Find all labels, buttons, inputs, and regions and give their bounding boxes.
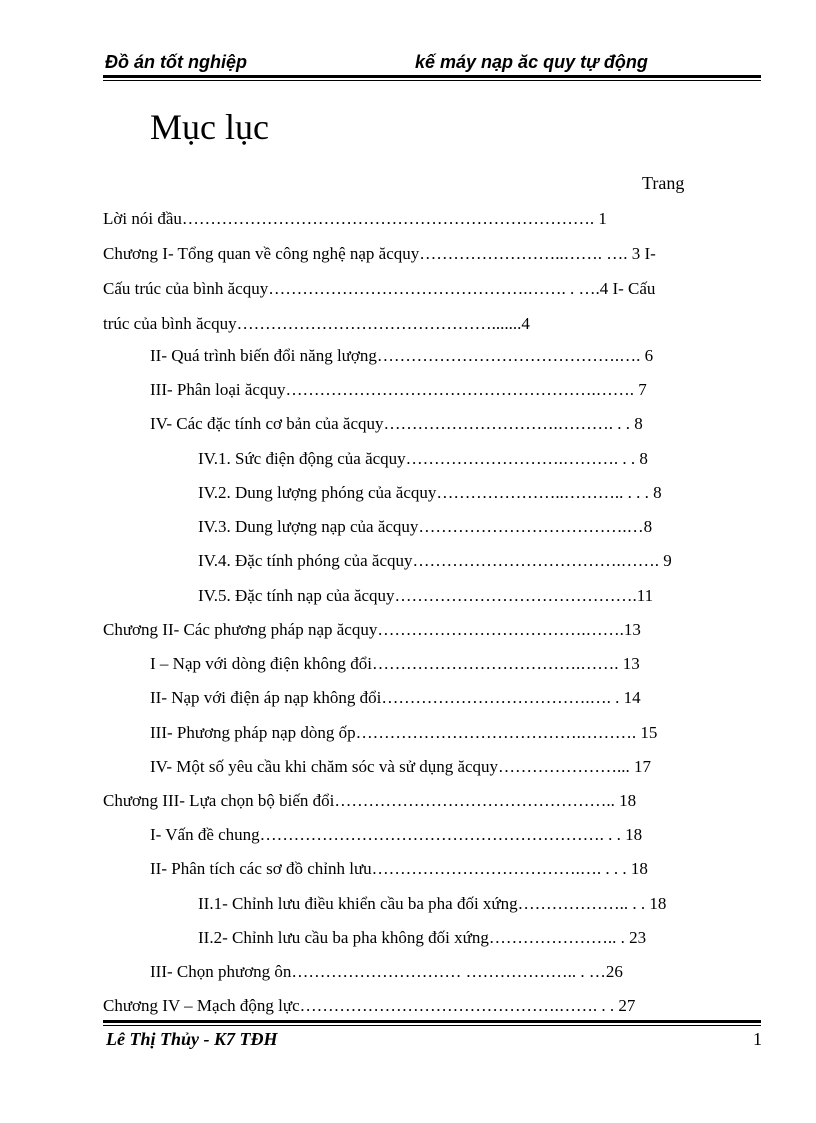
footer-page-number: 1 xyxy=(753,1029,762,1049)
toc-entry: Chương III- Lựa chọn bộ biến đổi………………………………………….. 18 xyxy=(103,791,637,810)
toc-entry: Chương IV – Mạch động lực……………………………………….……. . . 27 xyxy=(103,996,636,1015)
page-title: Mục lục xyxy=(150,107,269,147)
header-rule-thin xyxy=(103,80,761,81)
toc-entry: IV.4. Đặc tính phóng của ăcquy……………………………….……. 9 xyxy=(198,551,672,570)
footer-rule-thick xyxy=(103,1020,761,1023)
toc-entry: II- Nạp với điện áp nạp không đổi……………………………….…. . 14 xyxy=(150,688,641,707)
toc-entry: Chương I- Tổng quan về công nghệ nạp ăcquy……………………..……. …. 3 I- xyxy=(103,244,656,263)
toc-entry: III- Chọn phương ôn………………………… ……………….. . …26 xyxy=(150,962,623,981)
toc-entry: IV.2. Dung lượng phóng của ăcquy…………………..……….. . . . 8 xyxy=(198,483,662,502)
page-column-label: Trang xyxy=(642,173,685,193)
toc-entry: II- Phân tích các sơ đồ chỉnh lưu……………………………….…. . . . 18 xyxy=(150,859,648,878)
toc-entry: IV.3. Dung lượng nạp của ăcquy……………………………….…8 xyxy=(198,517,653,536)
toc-entry: I- Vấn đề chung……………………………………………………. . . 18 xyxy=(150,825,643,844)
toc-entry: III- Phương pháp nạp dòng ốp………………………………….………. 15 xyxy=(150,723,658,742)
page-header xyxy=(103,52,761,74)
toc-entry: Cấu trúc của bình ăcquy……………………………………….……. . ….4 I- Cấu xyxy=(103,279,656,298)
footer-rule-thin xyxy=(103,1025,761,1026)
toc-entry: I – Nạp với dòng điện không đổi……………………………….……. 13 xyxy=(150,654,640,673)
header-right-text: kế máy nạp ăc quy tự động xyxy=(415,52,648,72)
toc-entry: IV.5. Đặc tính nạp của ăcquy…………………………………….11 xyxy=(198,586,654,605)
toc-entry: II- Quá trình biến đổi năng lượng…………………………………….…. 6 xyxy=(150,346,654,365)
toc-entry: trúc của bình ăcquy……………………………………….......4 xyxy=(103,314,530,333)
header-left-text: Đồ án tốt nghiệp xyxy=(105,52,247,72)
toc-entry: IV- Một số yêu cầu khi chăm sóc và sử dụng ăcquy…………………... 17 xyxy=(150,757,652,776)
toc-entry: IV.1. Sức điện động của ăcquy……………………….………. . . 8 xyxy=(198,449,648,468)
header-rule-thick xyxy=(103,75,761,78)
toc-entry: Chương II- Các phương pháp nạp ăcquy……………………………….…….13 xyxy=(103,620,641,639)
toc-entry: III- Phân loại ăcquy……………………………………………….……. 7 xyxy=(150,380,647,399)
toc-entry: Lời nói đầu………………………………………………………………. 1 xyxy=(103,209,607,228)
toc-entry: II.2- Chỉnh lưu cầu ba pha không đối xứng………………….. . 23 xyxy=(198,928,647,947)
toc-entry: II.1- Chỉnh lưu điều khiển cầu ba pha đối xứng……………….. . . 18 xyxy=(198,894,667,913)
footer-author: Lê Thị Thủy - K7 TĐH xyxy=(106,1029,278,1049)
toc-entry: IV- Các đặc tính cơ bản của ăcquy………………………….………. . . 8 xyxy=(150,414,643,433)
